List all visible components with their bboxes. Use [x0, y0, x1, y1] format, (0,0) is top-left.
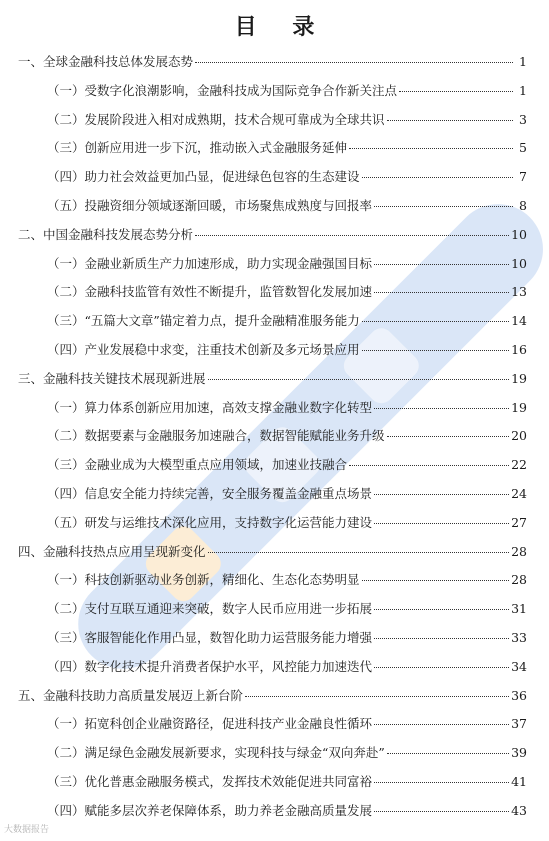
- toc-subsection-entry[interactable]: [47, 630, 527, 646]
- toc-entry-title: （二）数据要素与金融服务加速融合，数据智能赋能业务升级: [47, 428, 385, 444]
- toc-leader-dots: [374, 782, 509, 783]
- toc-page-number: 10: [511, 226, 527, 242]
- toc-section-entry[interactable]: [18, 688, 527, 704]
- toc-page-number: 27: [511, 514, 527, 530]
- toc-leader-dots: [374, 609, 509, 610]
- toc-subsection-entry[interactable]: [47, 112, 527, 128]
- toc-subsection-entry[interactable]: [47, 83, 527, 99]
- toc-entry-title: 五、金融科技助力高质量发展迈上新台阶: [18, 687, 244, 703]
- toc-page-number: 28: [511, 572, 527, 588]
- toc-page-number: 14: [511, 313, 527, 329]
- toc-page-number: 10: [511, 255, 527, 271]
- toc-page-number: 37: [511, 716, 527, 732]
- toc-leader-dots: [374, 206, 513, 207]
- toc-leader-dots: [374, 523, 509, 524]
- toc-page-number: 28: [511, 543, 527, 559]
- toc-leader-dots: [399, 91, 513, 92]
- toc-leader-dots: [387, 436, 510, 437]
- toc-subsection-entry[interactable]: [47, 198, 527, 214]
- toc-page-number: 20: [511, 428, 527, 444]
- toc-entry-title: （二）满足绿色金融发展新要求，实现科技与绿金“双向奔赴”: [47, 745, 385, 761]
- toc-entry-title: 二、中国金融科技发展态势分析: [18, 226, 194, 242]
- toc-entry-title: 四、金融科技热点应用呈现新变化: [18, 543, 206, 559]
- toc-leader-dots: [374, 408, 509, 409]
- footer-watermark: 大数据报告: [4, 825, 50, 835]
- toc-subsection-entry[interactable]: [47, 140, 527, 156]
- toc-leader-dots: [374, 638, 509, 639]
- toc-subsection-entry[interactable]: [47, 601, 527, 617]
- toc-leader-dots: [387, 120, 513, 121]
- toc-section-entry[interactable]: [18, 54, 527, 70]
- toc-leader-dots: [195, 62, 513, 63]
- toc-leader-dots: [362, 580, 510, 581]
- toc-subsection-entry[interactable]: [47, 400, 527, 416]
- toc-page-number: 43: [511, 802, 527, 818]
- toc-page-number: 13: [511, 284, 527, 300]
- toc-leader-dots: [362, 321, 509, 322]
- toc-entry-title: （三）优化普惠金融服务模式，发挥技术效能促进共同富裕: [47, 774, 373, 789]
- toc-leader-dots: [195, 235, 509, 236]
- toc-entry-title: （四）助力社会效益更加凸显，促进绿色包容的生态建设: [47, 169, 360, 185]
- toc-page-number: 1: [519, 54, 527, 69]
- toc-leader-dots: [374, 811, 509, 812]
- toc-page-number: 19: [511, 399, 527, 415]
- toc-leader-dots: [374, 292, 509, 293]
- toc-entry-title: （三）金融业成为大模型重点应用领域，加速业技融合: [47, 457, 348, 473]
- toc-leader-dots: [208, 552, 510, 553]
- toc-subsection-entry[interactable]: [47, 745, 527, 761]
- toc-leader-dots: [245, 696, 509, 697]
- toc-subsection-entry[interactable]: [47, 169, 527, 185]
- toc-entry-title: （四）数字化技术提升消费者保护水平，风控能力加速迭代: [47, 658, 373, 674]
- toc-page-number: 24: [511, 486, 527, 501]
- toc-page-number: 3: [519, 111, 527, 127]
- toc-subsection-entry[interactable]: [47, 486, 527, 502]
- toc-subsection-entry[interactable]: [47, 774, 527, 790]
- toc-page-number: 19: [511, 370, 527, 386]
- page-title: 目 录: [234, 15, 329, 40]
- toc-entry-title: （三）客服智能化作用凸显，数智化助力运营服务能力增强: [47, 630, 373, 645]
- toc-entry-title: （五）投融资细分领域逐渐回暖，市场聚焦成熟度与回报率: [47, 198, 373, 213]
- toc-subsection-entry[interactable]: [47, 716, 527, 732]
- toc-page-number: 7: [519, 169, 527, 185]
- toc-subsection-entry[interactable]: [47, 313, 527, 329]
- toc-subsection-entry[interactable]: [47, 803, 527, 819]
- toc-leader-dots: [374, 667, 509, 668]
- toc-page-number: 34: [511, 658, 527, 674]
- toc-subsection-entry[interactable]: [47, 284, 527, 300]
- toc-entry-title: 三、金融科技关键技术展现新进展: [18, 370, 206, 386]
- toc-entry-title: （三）创新应用进一步下沉，推动嵌入式金融服务延伸: [47, 140, 348, 156]
- toc-subsection-entry[interactable]: [47, 428, 527, 444]
- toc-entry-title: （一）科技创新驱动业务创新，精细化、生态化态势明显: [47, 572, 360, 588]
- toc-page-number: 22: [511, 457, 527, 473]
- toc-entry-title: （一）金融业新质生产力加速形成，助力实现金融强国目标: [47, 255, 373, 271]
- toc-leader-dots: [374, 724, 509, 725]
- toc-page-number: 31: [511, 601, 527, 617]
- toc-subsection-entry[interactable]: [47, 342, 527, 358]
- toc-section-entry[interactable]: [18, 227, 527, 243]
- toc-subsection-entry[interactable]: [47, 572, 527, 588]
- toc-entry-title: （四）赋能多层次养老保障体系，助力养老金融高质量发展: [47, 802, 373, 818]
- toc-page-number: 36: [511, 687, 527, 703]
- toc-page-number: 39: [511, 745, 527, 761]
- toc-leader-dots: [362, 177, 513, 178]
- toc-entry-title: （四）产业发展稳中求变，注重技术创新及多元场景应用: [47, 342, 360, 357]
- toc-entry-title: （四）信息安全能力持续完善，安全服务覆盖金融重点场景: [47, 486, 373, 501]
- toc-page-number: 33: [511, 630, 527, 645]
- toc-entry-title: 一、全球金融科技总体发展态势: [18, 54, 194, 69]
- toc-leader-dots: [349, 148, 513, 149]
- toc-entry-title: （五）研发与运维技术深化应用，支持数字化运营能力建设: [47, 514, 373, 530]
- toc-section-entry[interactable]: [18, 544, 527, 560]
- toc-leader-dots: [387, 753, 509, 754]
- toc-subsection-entry[interactable]: [47, 457, 527, 473]
- toc-entry-title: （二）支付互联互通迎来突破，数字人民币应用进一步拓展: [47, 601, 373, 617]
- toc-leader-dots: [362, 350, 510, 351]
- toc-subsection-entry[interactable]: [47, 256, 527, 272]
- toc-entry-title: （一）拓宽科创企业融资路径，促进科技产业金融良性循环: [47, 716, 373, 732]
- toc-leader-dots: [208, 379, 510, 380]
- toc-leader-dots: [374, 264, 509, 265]
- toc-entry-title: （二）发展阶段进入相对成熟期，技术合规可靠成为全球共识: [47, 111, 385, 127]
- toc-page-number: 16: [511, 342, 527, 357]
- toc-entry-title: （三）“五篇大文章”锚定着力点，提升金融精准服务能力: [47, 313, 360, 329]
- toc-page-number: 1: [519, 82, 527, 98]
- toc-entry-title: （二）金融科技监管有效性不断提升，监管数智化发展加速: [47, 284, 373, 300]
- toc-page-number: 5: [519, 140, 527, 156]
- toc-subsection-entry[interactable]: [47, 515, 527, 531]
- toc-leader-dots: [349, 465, 509, 466]
- toc-page-number: 8: [519, 198, 527, 213]
- toc-entry-title: （一）算力体系创新应用加速，高效支撑金融业数字化转型: [47, 399, 373, 415]
- toc-subsection-entry[interactable]: [47, 659, 527, 675]
- toc-page-number: 41: [511, 774, 527, 789]
- toc-section-entry[interactable]: [18, 371, 527, 387]
- toc-leader-dots: [374, 494, 509, 495]
- toc-entry-title: （一）受数字化浪潮影响，金融科技成为国际竞争合作新关注点: [47, 82, 398, 98]
